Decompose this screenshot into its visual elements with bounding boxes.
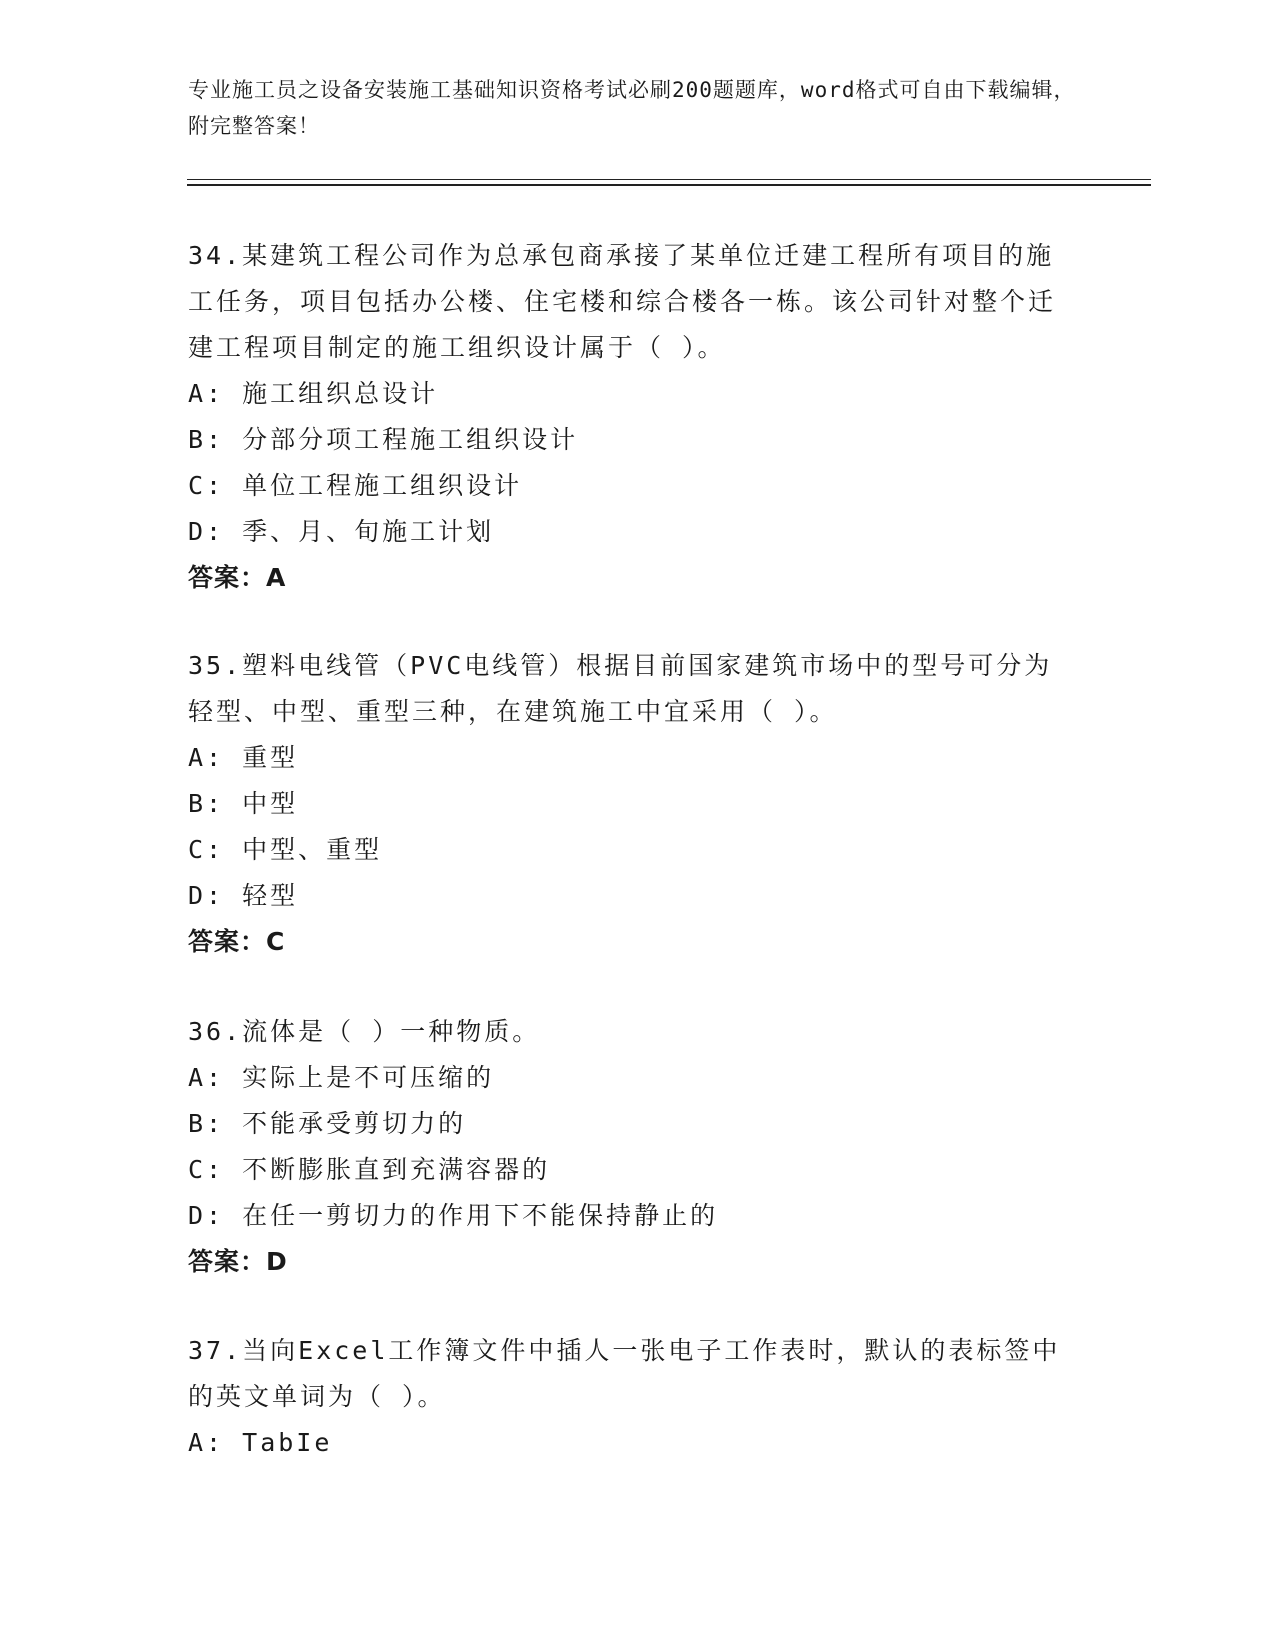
answer-label: 答案：A — [188, 563, 287, 592]
option-c: C: 不断膨胀直到充满容器的 — [188, 1155, 551, 1184]
question-34 — [188, 233, 1078, 601]
question-37 — [188, 1328, 1078, 1466]
option-a: A: TabIe — [188, 1428, 333, 1457]
question-text: 34.某建筑工程公司作为总承包商承接了某单位迁建工程所有项目的施工任务，项目包括办公楼、住宅楼和综合楼各一栋。该公司针对整个迁建工程项目制定的施工组织设计属于（ ）。 — [188, 241, 1057, 362]
answer-label: 答案：C — [188, 927, 286, 956]
option-d: D: 季、月、旬施工计划 — [188, 517, 495, 546]
option-d: D: 轻型 — [188, 881, 299, 910]
option-b: B: 中型 — [188, 789, 299, 818]
option-c: C: 中型、重型 — [188, 835, 383, 864]
header-divider-thick — [187, 184, 1151, 186]
option-a: A: 重型 — [188, 743, 299, 772]
option-b: B: 不能承受剪切力的 — [188, 1109, 467, 1138]
question-text: 36.流体是（ ）一种物质。 — [188, 1017, 541, 1046]
option-a: A: 实际上是不可压缩的 — [188, 1063, 495, 1092]
question-text: 37.当向Excel工作簿文件中插人一张电子工作表时，默认的表标签中的英文单词为（ ）。 — [188, 1336, 1061, 1411]
option-d: D: 在任一剪切力的作用下不能保持静止的 — [188, 1201, 719, 1230]
option-a: A: 施工组织总设计 — [188, 379, 439, 408]
question-35 — [188, 643, 1078, 965]
document-header: 专业施工员之设备安装施工基础知识资格考试必刷200题题库，word格式可自由下载编辑，附完整答案！ — [188, 78, 1076, 138]
header-divider-thin — [187, 179, 1151, 180]
option-b: B: 分部分项工程施工组织设计 — [188, 425, 579, 454]
option-c: C: 单位工程施工组织设计 — [188, 471, 523, 500]
question-36 — [188, 1009, 1078, 1285]
question-text: 35.塑料电线管（PVC电线管）根据目前国家建筑市场中的型号可分为轻型、中型、重型三种，在建筑施工中宜采用（ ）。 — [188, 651, 1053, 726]
answer-label: 答案：D — [188, 1247, 288, 1276]
